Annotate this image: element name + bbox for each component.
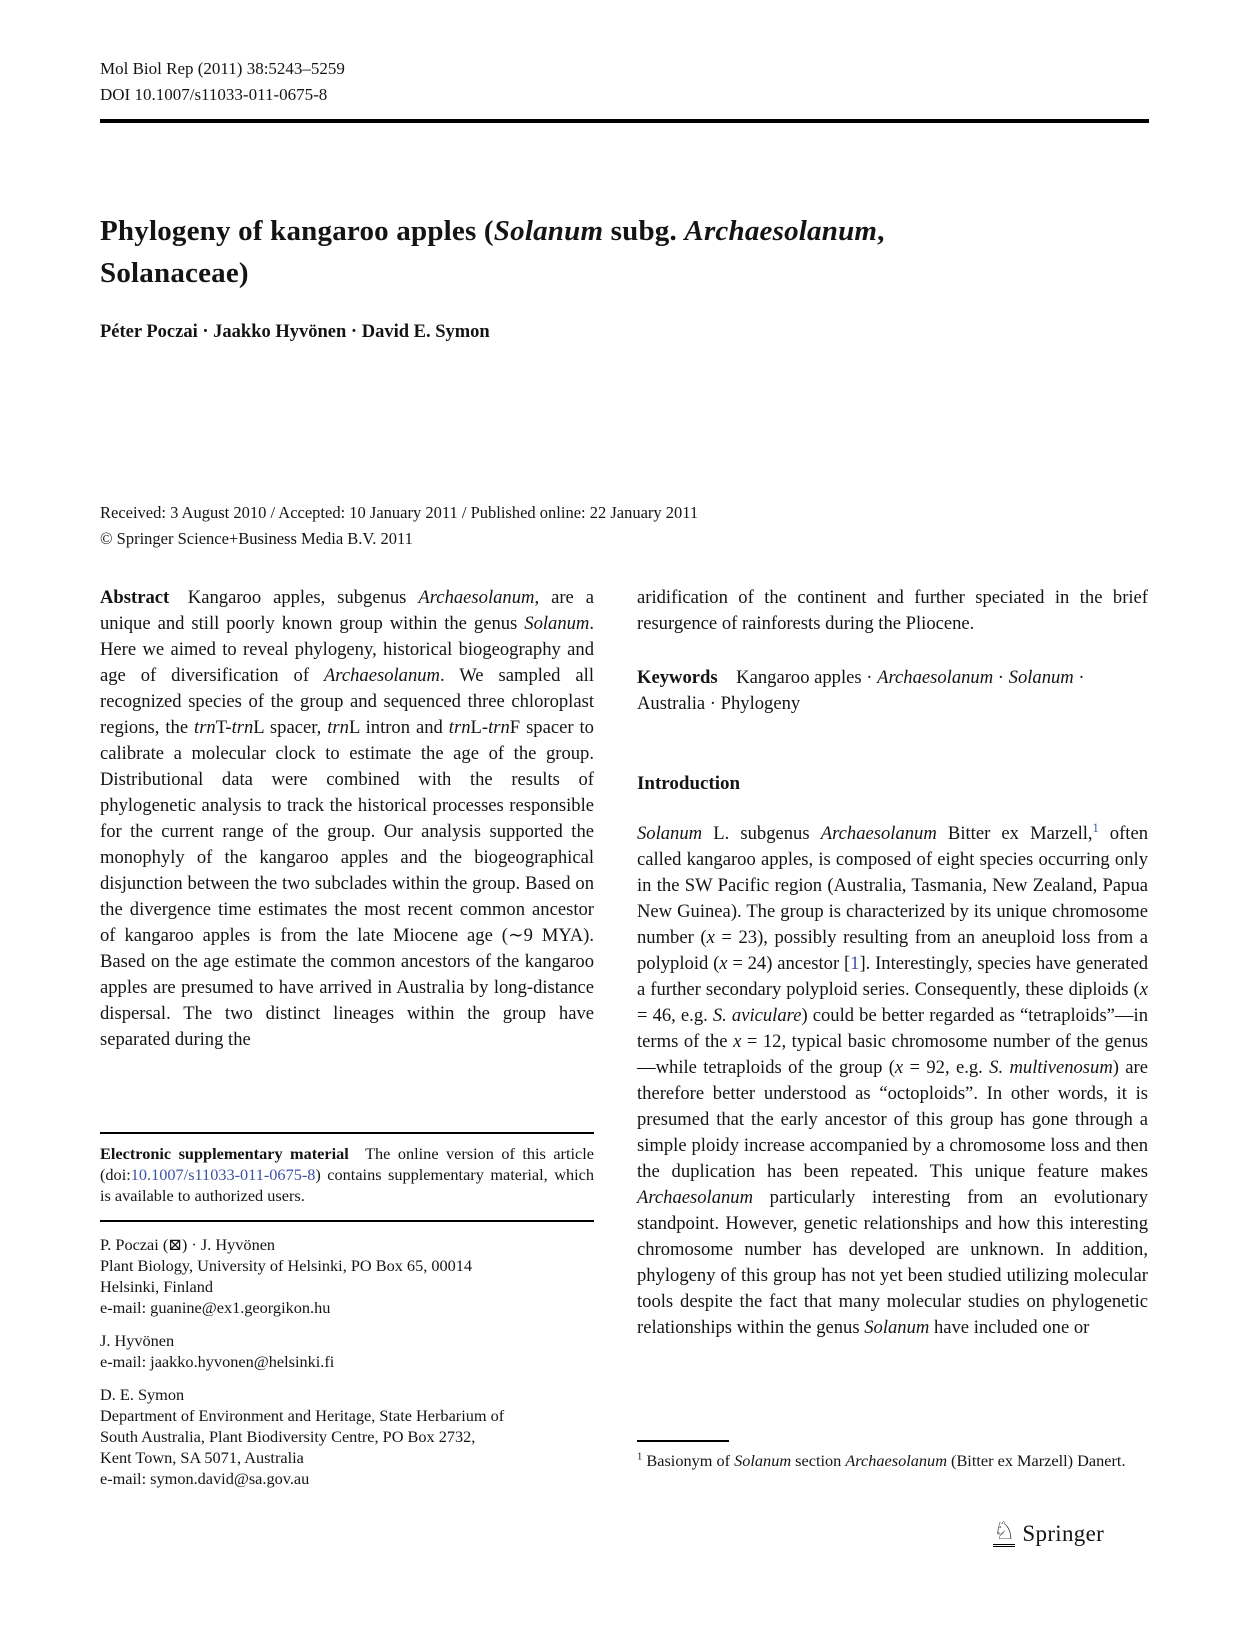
address-line: Helsinki, Finland (100, 1277, 214, 1296)
address-line: J. Hyvönen (100, 1331, 175, 1350)
authors-line: Péter Poczai · Jaakko Hyvönen · David E. Symon (100, 322, 490, 342)
address-line: e-mail: jaakko.hyvonen@helsinki.fi (100, 1352, 335, 1371)
esm-top-divider (100, 1132, 594, 1134)
address-divider (100, 1220, 594, 1222)
address-line: e-mail: guanine@ex1.georgikon.hu (100, 1298, 331, 1317)
address-line: P. Poczai (⊠) · J. Hyvönen (100, 1235, 276, 1254)
introduction-heading: Introduction (637, 773, 741, 794)
footnote-text: $^1$ Basionym of Solanum section Archaesolanum (Bitter ex Marzell) Danert. (637, 1451, 1126, 1470)
journal-header (100, 56, 345, 108)
springer-logo (993, 1518, 1104, 1547)
article-title-line2: Solanaceae) (100, 257, 249, 289)
abstract-paragraph: Abstract Kangaroo apples, subgenus Archaesolanum, are a unique and still poorly known group within the genus Solanum. Here we aimed to reveal phylogeny, historical biogeography and age of diversification of Archaesolanum. We sampled all recognized species of the group and sequenced three chloroplast regions, the trnT-trnL spacer, trnL intron and trnL-trnF spacer to calibrate a molecular clock to estimate the age of the group. Distributional data were combined with the results of phylogenetic analysis to track the historical processes responsible for the current range of the group. Our analysis supported the monophyly of the kangaroo apples and the biogeographical disjunction between the two subclades within the group. Based on the divergence time estimates the most recent common ancestor of kangaroo apples is from the late Miocene age (∼9 MYA). Based on the age estimate the common ancestors of the kangaroo apples are presumed to have arrived in Australia by long-distance dispersal. The two distinct lineages within the group have separated during the (100, 587, 594, 1050)
introduction-paragraph: Solanum L. subgenus Archaesolanum Bitter ex Marzell,$^1$ often called kangaroo apples, is composed of eight species occurring only in the SW Pacific region (Australia, Tasmania, New Zealand, Papua New Guinea). The group is characterized by its unique chromosome number (x = 23), possibly resulting from an aneuploid loss from a polyploid (x = 24) ancestor [1]. Interestingly, species have generated a further secondary polyploid series. Consequently, these diploids (x = 46, e.g. S. aviculare) could be better regarded as “tetraploids”—in terms of the x = 12, typical basic chromosome number of the genus—while tetraploids of the group (x = 92, e.g. S. multivenosum) are therefore better understood as “octoploids”. In other words, it is presumed that the early ancestor of this group has gone through a simple ploidy increase accompanied by a chromosome loss and then the duplication has been repeated. This unique feature makes Archaesolanum particularly interesting from an evolutionary standpoint. However, genetic relationships and how this interesting chromosome number has developed are unknown. In addition, phylogeny of this group has not yet been studied utilizing molecular tools despite the fact that many molecular studies on phylogenetic relationships within the genus Solanum have included one or (637, 820, 1149, 1338)
springer-horse-icon: ♘ (993, 1516, 1016, 1545)
address-line: e-mail: symon.david@sa.gov.au (100, 1469, 310, 1488)
header-divider (100, 119, 1149, 123)
address-block-symon (100, 1384, 594, 1489)
inline-link[interactable]: 1 (850, 953, 860, 974)
article-history (100, 500, 1000, 552)
footnote-block (637, 1440, 1148, 1471)
address-line: South Australia, Plant Biodiversity Centre, PO Box 2732, (100, 1427, 476, 1446)
address-block-hyvonen (100, 1330, 594, 1372)
journal-reference: Mol Biol Rep (2011) 38:5243–5259 (100, 59, 345, 78)
address-line: Department of Environment and Heritage, State Herbarium of (100, 1406, 505, 1425)
footnote-divider (637, 1440, 729, 1442)
received-accepted-line: Received: 3 August 2010 / Accepted: 10 January 2011 / Published online: 22 January 2011 (100, 503, 699, 522)
address-line: D. E. Symon (100, 1385, 185, 1404)
article-title (100, 210, 1110, 294)
front-matter-notes (100, 1132, 594, 1489)
inline-link[interactable]: 1 (1092, 820, 1099, 835)
address-line: Kent Town, SA 5071, Australia (100, 1448, 304, 1467)
address-line: Plant Biology, University of Helsinki, PO Box 65, 00014 (100, 1256, 473, 1275)
keywords-line: Keywords Kangaroo apples · Archaesolanum · Solanum · Australia · Phylogeny (637, 667, 1085, 714)
supplementary-material-note: Electronic supplementary material The online version of this article (doi:10.1007/s11033-011-0675-8) contains supplementary material, which is available to authorized users. (100, 1144, 594, 1205)
address-block-poczai (100, 1234, 594, 1318)
article-title-line1: Phylogeny of kangaroo apples (Solanum subg. Archaesolanum, (100, 215, 885, 247)
inline-link[interactable]: 10.1007/s11033-011-0675-8 (130, 1165, 316, 1184)
doi-line: DOI 10.1007/s11033-011-0675-8 (100, 85, 328, 104)
copyright-line: © Springer Science+Business Media B.V. 2011 (100, 529, 413, 548)
abstract-continuation: aridification of the continent and further speciated in the brief resurgence of rainforests during the Pliocene. (637, 587, 1148, 634)
springer-wordmark: Springer (1022, 1521, 1105, 1546)
